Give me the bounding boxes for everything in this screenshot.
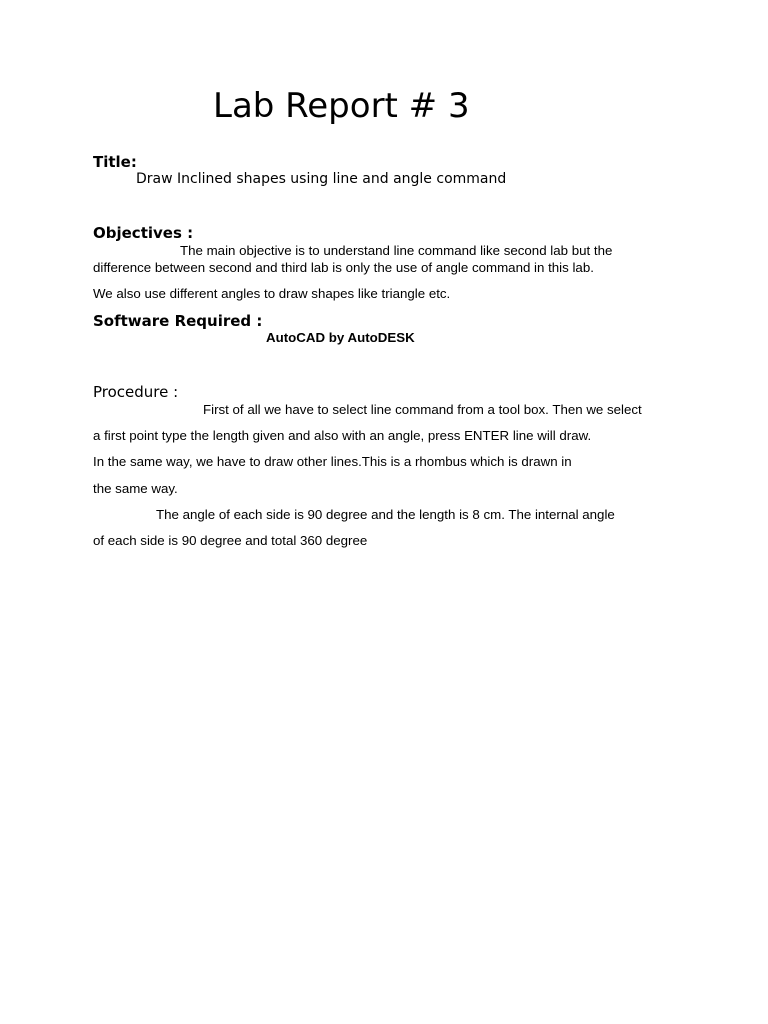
procedure-line-3: In the same way, we have to draw other lines.This is a rhombus which is drawn in	[93, 454, 572, 469]
procedure-line-1: First of all we have to select line command from a tool box. Then we select	[203, 402, 642, 417]
procedure-line-4: the same way.	[93, 481, 178, 496]
title-text: Draw Inclined shapes using line and angle command	[136, 171, 507, 187]
title-heading: Title:	[93, 153, 137, 171]
procedure-line-2: a first point type the length given and also with an angle, press ENTER line will draw.	[93, 428, 592, 443]
objectives-heading: Objectives :	[93, 224, 194, 242]
procedure-line-6: of each side is 90 degree and total 360 degree	[93, 533, 368, 548]
document-title: Lab Report # 3	[213, 86, 470, 126]
objectives-line-3: We also use different angles to draw shapes like triangle etc.	[93, 286, 451, 301]
software-text: AutoCAD by AutoDESK	[266, 330, 415, 345]
software-heading: Software Required :	[93, 312, 263, 330]
objectives-line-2: difference between second and third lab is only the use of angle command in this lab.	[93, 260, 594, 275]
procedure-line-5: The angle of each side is 90 degree and the length is 8 cm. The internal angle	[156, 507, 615, 522]
objectives-line-1: The main objective is to understand line command like second lab but the	[180, 243, 613, 258]
procedure-heading: Procedure :	[93, 383, 179, 401]
